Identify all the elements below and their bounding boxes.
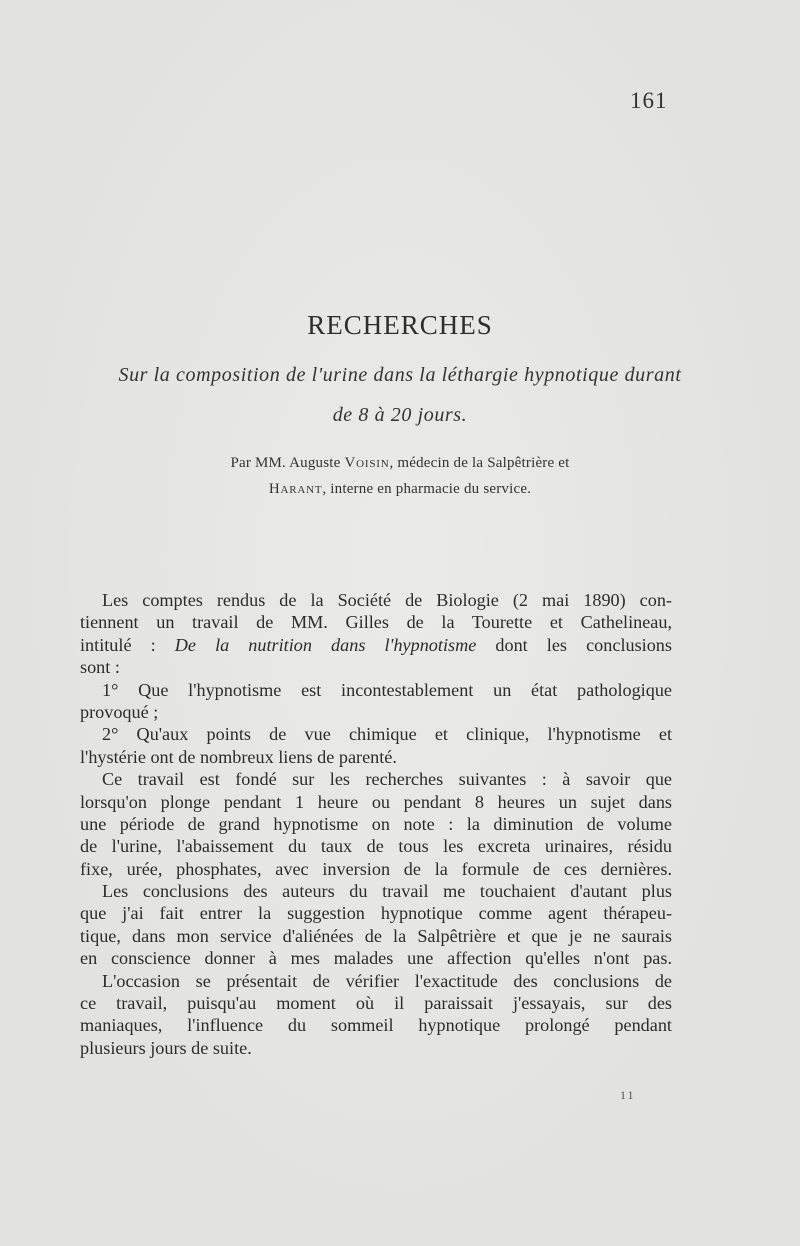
body-line-text: dont les conclusions <box>476 634 672 655</box>
body-line: L'occasion se présentait de vérifier l'exactitude des conclusions de <box>102 970 672 991</box>
body-line: lorsqu'on plonge pendant 1 heure ou pendant 8 heures un sujet dans <box>80 791 672 812</box>
article-subtitle-line-1: Sur la composition de l'urine dans la léthargie hypnotique durant <box>118 364 682 386</box>
body-line: Les comptes rendus de la Société de Biologie (2 mai 1890) con- <box>102 590 672 610</box>
author-name-voisin: Voisin <box>344 455 390 471</box>
body-line: que j'ai fait entrer la suggestion hypnotique comme agent thérapeu- <box>80 903 672 924</box>
body-line: tiennent un travail de MM. Gilles de la Tourette et Cathelineau, <box>80 612 672 633</box>
cited-title: De la nutrition dans l'hypnotisme <box>174 634 477 655</box>
body-line: sont : <box>80 657 120 678</box>
body-line: de l'urine, l'abaissement du taux de tous les excreta urinaires, résidu <box>80 836 672 857</box>
body-line: 1° Que l'hypnotisme est incontestablement un état pathologique <box>102 679 672 700</box>
body-line: provoqué ; <box>80 701 159 722</box>
authors-affiliation-1: , médecin de la Salpêtrière et <box>389 455 570 471</box>
authors-line-1 <box>80 455 720 472</box>
body-line: une période de grand hypnotisme on note : la diminution de volume <box>80 813 672 834</box>
body-line: 2° Qu'aux points de vue chimique et clinique, l'hypnotisme et <box>102 724 672 745</box>
article-subtitle-line-2: de 8 à 20 jours. <box>332 404 468 426</box>
body-line: plusieurs jours de suite. <box>80 1037 252 1058</box>
body-line: en conscience donner à mes malades une affection qu'elles n'ont pas. <box>80 948 672 969</box>
body-line-text: intitulé : <box>80 634 175 655</box>
authors-line-2 <box>80 481 720 498</box>
body-text <box>80 589 672 1059</box>
authors-prefix: Par MM. Auguste <box>230 455 345 471</box>
body-line <box>80 634 672 656</box>
body-line: maniaques, l'influence du sommeil hypnotique prolongé pendant <box>80 1015 672 1036</box>
authors-affiliation-2: , interne en pharmacie du service. <box>322 481 532 497</box>
body-line: ce travail, puisqu'au moment où il paraissait j'essayais, sur des <box>80 993 672 1014</box>
body-line: l'hystérie ont de nombreux liens de parenté. <box>80 746 397 767</box>
author-name-harant: Harant <box>268 481 323 497</box>
body-line: fixe, urée, phosphates, avec inversion de la formule de ces dernières. <box>80 858 672 879</box>
body-line: Ce travail est fondé sur les recherches suivantes : à savoir que <box>102 769 672 790</box>
page-number: 161 <box>630 88 668 113</box>
signature-mark: 11 <box>620 1088 636 1102</box>
article-title: RECHERCHES <box>307 310 493 340</box>
body-line: Les conclusions des auteurs du travail me touchaient d'autant plus <box>102 881 672 902</box>
body-line: tique, dans mon service d'aliénées de la Salpêtrière et que je ne saurais <box>80 925 672 946</box>
